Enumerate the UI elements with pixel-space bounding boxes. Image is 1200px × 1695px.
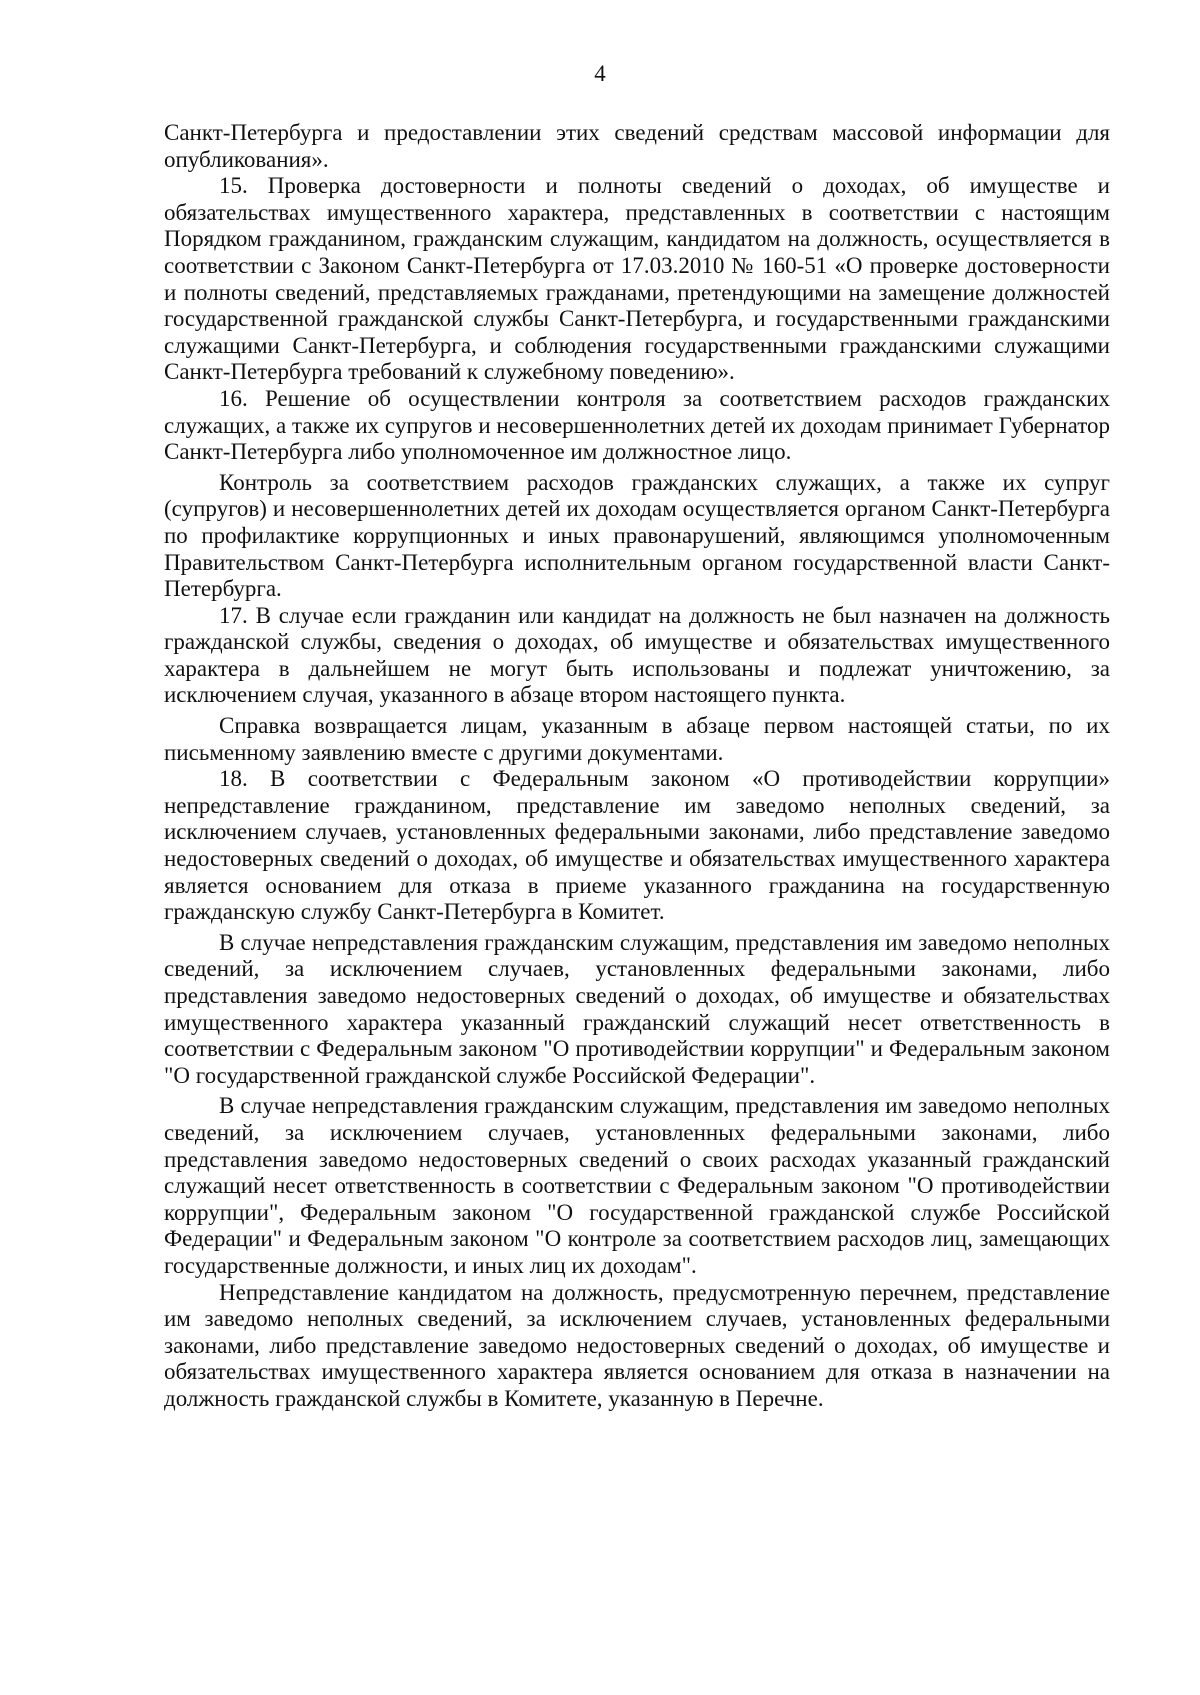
paragraph-item-16: 16. Решение об осуществлении контроля за соответствием расходов гражданских служащих, а также их супругов и несовершеннолетних детей их доходам принимает Губернатор Санкт-Петербурга либо уполномоченное им должностное лицо.	[164, 385, 1110, 465]
paragraph-item-16-control: Контроль за соответствием расходов гражданских служащих, а также их супруг (супругов) и несовершеннолетних детей их доходам осуществляется органом Санкт-Петербурга по профилактике коррупционных и иных правонарушений, являющимся уполномоченным Правительством Санкт-Петербурга исполнительным органом государственной власти Санкт-Петербурга.	[164, 469, 1110, 602]
page-number: 4	[594, 61, 606, 86]
paragraph-item-17-certificate: Справка возвращается лицам, указанным в абзаце первом настоящей статьи, по их письменному заявлению вместе с другими документами.	[164, 713, 1110, 765]
paragraph-item-17: 17. В случае если гражданин или кандидат на должность не был назначен на должность гражданской службы, сведения о доходах, об имуществе и обязательствах имущественного характера в дальнейшем не могут быть использованы и подлежат уничтожению, за исключением случая, указанного в абзаце втором настоящего пункта.	[164, 602, 1110, 708]
paragraph-item-18-candidate: Непредставление кандидатом на должность, предусмотренную перечнем, представление им заведомо неполных сведений, за исключением случаев, установленных федеральными законами, либо представление заведомо недостоверных сведений о доходах, об имуществе и обязательствах имущественного характера является основанием для отказа в назначении на должность гражданской службы в Комитете, указанную в Перечне.	[164, 1279, 1110, 1411]
paragraph-continuation: Санкт-Петербурга и предоставлении этих сведений средствам массовой информации для опубликования».	[164, 120, 1110, 172]
paragraph-item-18-expense-liability: В случае непредставления гражданским служащим, представления им заведомо неполных сведений, за исключением случаев, установленных федеральными законами, либо представления заведомо недостоверных сведений о своих расходах указанный гражданский служащий несет ответственность в соответствии с Федеральным законом "О противодействии коррупции", Федеральным законом "О государственной гражданской службе Российской Федерации" и Федеральным законом "О контроле за соответствием расходов лиц, замещающих государственные должности, и иных лиц их доходам".	[164, 1093, 1110, 1278]
paragraph-item-18: 18. В соответствии с Федеральным законом «О противодействии коррупции» непредставление гражданином, представление им заведомо неполных сведений, за исключением случаев, установленных федеральными законами, либо представление заведомо недостоверных сведений о доходах, об имуществе и обязательствах имущественного характера является основанием для отказа в приеме указанного гражданина на государственную гражданскую службу Санкт-Петербурга в Комитет.	[164, 766, 1110, 925]
document-body	[164, 120, 1110, 1413]
paragraph-item-18-income-liability: В случае непредставления гражданским служащим, представления им заведомо неполных сведений, за исключением случаев, установленных федеральными законами, либо представления заведомо недостоверных сведений о доходах, об имуществе и обязательствах имущественного характера указанный гражданский служащий несет ответственность в соответствии с Федеральным законом "О противодействии коррупции" и Федеральным законом "О государственной гражданской службе Российской Федерации".	[164, 929, 1110, 1088]
paragraph-item-15: 15. Проверка достоверности и полноты сведений о доходах, об имуществе и обязательствах имущественного характера, представленных в соответствии с настоящим Порядком гражданином, гражданским служащим, кандидатом на должность, осуществляется в соответствии с Законом Санкт-Петербурга от 17.03.2010 № 160-51 «О проверке достоверности и полноты сведений, представляемых гражданами, претендующими на замещение должностей государственной гражданской службы Санкт-Петербурга, и государственными гражданскими служащими Санкт-Петербурга, и соблюдения государственными гражданскими служащими Санкт-Петербурга требований к служебному поведению».	[164, 173, 1110, 385]
